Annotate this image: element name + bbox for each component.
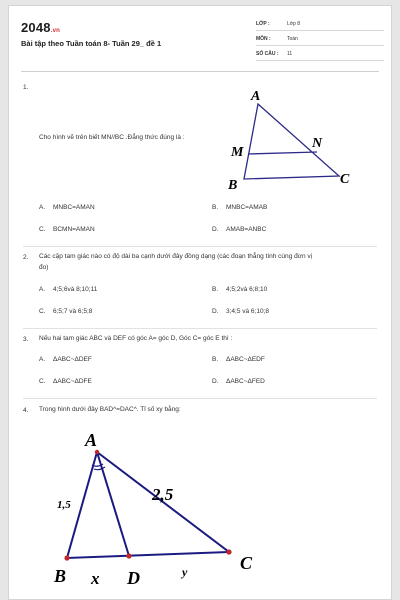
label-x: x [91,569,100,588]
question-1-number: 1. [23,84,29,91]
label-C: C [340,172,350,187]
q3-option-b[interactable]: B. ΔABC~ΔEDF [212,356,265,363]
label-C: C [240,553,253,573]
site-logo[interactable]: 2048.vn [21,20,61,35]
question-4-figure [39,424,269,594]
question-2-text-line2: đo) [39,264,49,271]
question-1-text: Cho hình vẽ trên biết MN//BC .Đẳng thức đúng là : [39,134,185,141]
question-4-number: 4. [23,407,29,414]
label-A: A [85,430,98,450]
q2-option-c[interactable]: C. 6;5;7 và 6;5;8 [39,308,93,315]
question-divider [23,246,377,247]
question-2-text-line1: Các cặp tam giác nào có độ dài ba cạnh dưới đây đồng dạng (các đoạn thẳng tính cùng đơn vị [39,253,313,260]
label-A: A [251,89,261,104]
q1-option-a[interactable]: A. MNBC=AMAN [39,204,95,211]
worksheet-page [8,5,392,600]
q2-option-b[interactable]: B. 4;5;2và 6;8;10 [212,286,268,293]
question-divider [23,328,377,329]
label-N: N [312,136,323,151]
label-B: B [228,178,238,193]
question-3-text: Nếu hai tam giác ABC và DEF có góc A= góc D, Góc C= góc E thì : [39,335,233,342]
meta-subject: MÔN : Toán [256,35,384,46]
q3-option-c[interactable]: C. ΔABC~ΔDFE [39,378,92,385]
question-2-number: 2. [23,254,29,261]
label-M: M [231,145,244,160]
q3-option-d[interactable]: D. ΔABC~ΔFED [212,378,265,385]
q2-option-d[interactable]: D. 3;4;5 và 6;10;8 [212,308,270,315]
question-3-number: 3. [23,336,29,343]
q1-option-d[interactable]: D. AMAB=ANBC [212,226,267,233]
question-4-text: Trong hình dưới đây BAD^=DAC^. Tỉ số xy bằng: [39,406,181,413]
label-B: B [54,566,67,586]
q1-option-b[interactable]: B. MNBC=AMAB [212,204,268,211]
worksheet-title: Bài tập theo Tuần toán 8- Tuần 29_ đề 1 [21,39,162,48]
label-D: D [127,568,140,588]
q2-option-a[interactable]: A. 4;5;6và 8;10;11 [39,286,98,293]
label-ac-length: 2,5 [152,485,174,504]
question-divider [23,398,377,399]
meta-question-count: SỐ CÂU : 11 [256,50,384,61]
label-y: y [182,565,188,579]
question-1-figure [219,84,359,194]
q1-option-c[interactable]: C. BCMN=AMAN [39,226,95,233]
q3-option-a[interactable]: A. ΔABC~ΔDEF [39,356,92,363]
meta-class: LỚP : Lớp 8 [256,20,384,31]
header-separator [21,71,379,72]
label-ab-length: 1,5 [57,499,71,511]
